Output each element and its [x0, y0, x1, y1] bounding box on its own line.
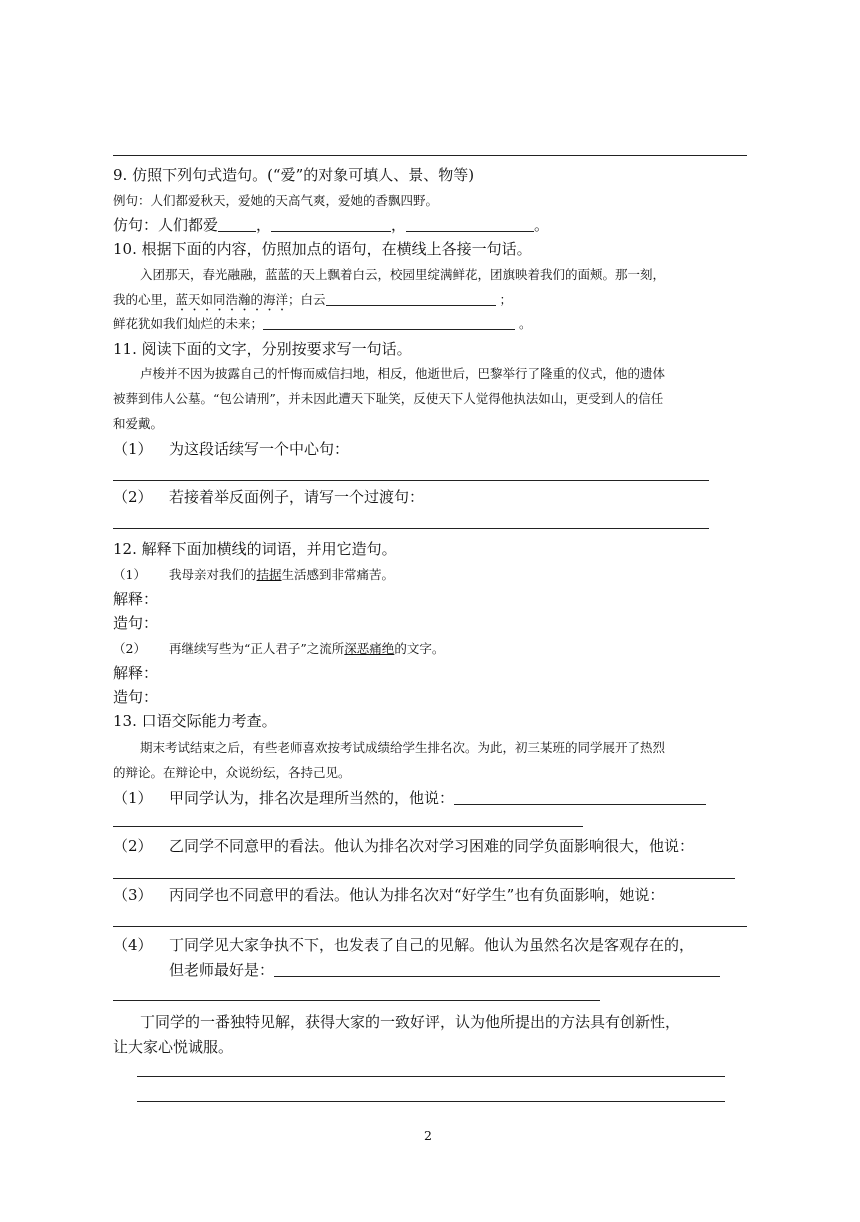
q9-imitation	[113, 214, 549, 235]
q12-sub2-a: 再继续写些为“正人君子”之流所	[169, 641, 345, 656]
q13-closing-line1: 丁同学的一番独特见解，获得大家的一致好评，认为他所提出的方法具有创新性，	[140, 1013, 681, 1031]
blank[interactable]	[406, 217, 534, 232]
q13-sub4	[113, 934, 694, 955]
q11-passage-line1: 卢梭并不因为披露自己的忏悔而威信扫地，相反，他逝世后，巴黎举行了隆重的仪式，他的遗体	[140, 366, 666, 381]
q9-title: 9. 仿照下列句式造句。(“爱”的对象可填人、景、物等)	[113, 166, 475, 184]
q10-line3-a: 鲜花犹如我们灿烂的未来；	[113, 316, 264, 331]
blank[interactable]	[263, 315, 515, 330]
q12-sub1-underlined-word: 拮据	[256, 567, 282, 582]
q12-sentence-1: 造句：	[113, 614, 159, 632]
q11-sub1-text: 为这段话续写一个中心句：	[169, 440, 350, 458]
q13-sub4-cont-text: 但老师最好是：	[169, 961, 275, 979]
q9-example: 例句：人们都爱秋天，爱她的天高气爽，爱她的香飘四野。	[113, 193, 439, 208]
q11-passage-line2: 被葬到伟人公墓。“包公请刑”，并未因此遭天下耻笑，反使天下人觉得他执法如山，更受到人的信任	[113, 391, 664, 406]
q9-comma1: ，	[256, 216, 272, 234]
answer-line[interactable]	[137, 1101, 725, 1102]
answer-line[interactable]	[113, 528, 709, 529]
answer-line[interactable]	[113, 826, 583, 827]
q12-sub2	[113, 639, 444, 657]
q13-title: 13. 口语交际能力考查。	[113, 712, 277, 730]
q12-sub2-num: （2）	[113, 641, 146, 656]
q13-sub3-text: 丙同学也不同意甲的看法。他认为排名次对“好学生”也有负面影响，她说：	[169, 886, 665, 904]
answer-line[interactable]	[137, 1076, 725, 1077]
q12-sub1-a: 我母亲对我们的	[169, 567, 257, 582]
q12-sub2-b: 的文字。	[394, 641, 445, 656]
q13-sub2-num: （2）	[113, 837, 153, 855]
q12-sub1-b: 生活感到非常痛苦。	[281, 567, 395, 582]
q12-sentence-2: 造句：	[113, 688, 159, 706]
q12-explain-1: 解释：	[113, 590, 159, 608]
q13-sub2	[113, 835, 694, 856]
q11-title: 11. 阅读下面的文字，分别按要求写一句话。	[113, 340, 412, 358]
q10-passage-line1: 入团那天，春光融融，蓝蓝的天上飘着白云，校园里绽满鲜花，团旗映着我们的面颊。那一刻，	[140, 267, 666, 282]
q13-sub4-num: （4）	[113, 936, 153, 954]
q10-line2-end: ；	[495, 292, 513, 307]
answer-line[interactable]	[113, 926, 747, 927]
blank[interactable]	[271, 217, 391, 232]
q10-dotted-phrase: 蓝天如同浩瀚的海洋	[175, 292, 289, 307]
blank[interactable]	[218, 217, 256, 232]
q9-comma2: ，	[391, 216, 407, 234]
answer-line[interactable]	[113, 878, 735, 879]
answer-line[interactable]	[113, 480, 709, 481]
blank[interactable]	[454, 790, 706, 805]
q12-title: 12. 解释下面加横线的词语，并用它造句。	[113, 540, 397, 558]
q12-sub1	[113, 565, 394, 583]
blank[interactable]	[274, 962, 720, 977]
q11-passage-line3: 和爱戴。	[113, 416, 164, 431]
answer-line[interactable]	[113, 1000, 600, 1001]
q10-passage-line3	[113, 314, 532, 332]
q13-sub2-text: 乙同学不同意甲的看法。他认为排名次对学习困难的同学负面影响很大，他说：	[169, 837, 695, 855]
q13-sub1-text: 甲同学认为，排名次是理所当然的，他说：	[169, 789, 455, 807]
q10-line2-b: ；白云	[288, 292, 326, 307]
q13-sub1	[113, 787, 706, 808]
q13-sub3	[113, 884, 664, 905]
q9-end: 。	[534, 216, 550, 234]
q10-passage-line2	[113, 290, 512, 314]
q11-sub1	[113, 438, 349, 459]
q10-line2-a: 我的心里，	[113, 292, 176, 307]
q13-closing-line2: 让大家心悦诚服。	[113, 1038, 234, 1056]
q10-title: 10. 根据下面的内容，仿照加点的语句，在横线上各接一句话。	[113, 240, 532, 258]
q13-sub4-cont	[169, 959, 720, 980]
q11-sub2	[113, 486, 424, 507]
q10-line3-end: 。	[515, 316, 532, 331]
q13-passage-line2: 的辩论。在辩论中，众说纷纭，各持己见。	[113, 765, 351, 780]
q13-sub4-text: 丁同学见大家争执不下，也发表了自己的见解。他认为虽然名次是客观存在的，	[169, 936, 695, 954]
q11-sub1-num: （1）	[113, 440, 153, 458]
q11-sub2-num: （2）	[113, 488, 153, 506]
q12-sub2-underlined-word: 深恶痛绝	[344, 641, 395, 656]
q12-explain-2: 解释：	[113, 664, 159, 682]
q9-imitation-prefix: 仿句：人们都爱	[113, 216, 219, 234]
top-rule	[113, 155, 747, 156]
q13-passage-line1: 期末考试结束之后，有些老师喜欢按考试成绩给学生排名次。为此，初三某班的同学展开了热烈	[140, 740, 666, 755]
page-number: 2	[424, 1128, 432, 1143]
q12-sub1-num: （1）	[113, 567, 146, 582]
q13-sub1-num: （1）	[113, 789, 153, 807]
blank[interactable]	[326, 291, 496, 306]
q13-sub3-num: （3）	[113, 886, 153, 904]
q11-sub2-text: 若接着举反面例子，请写一个过渡句：	[169, 488, 425, 506]
